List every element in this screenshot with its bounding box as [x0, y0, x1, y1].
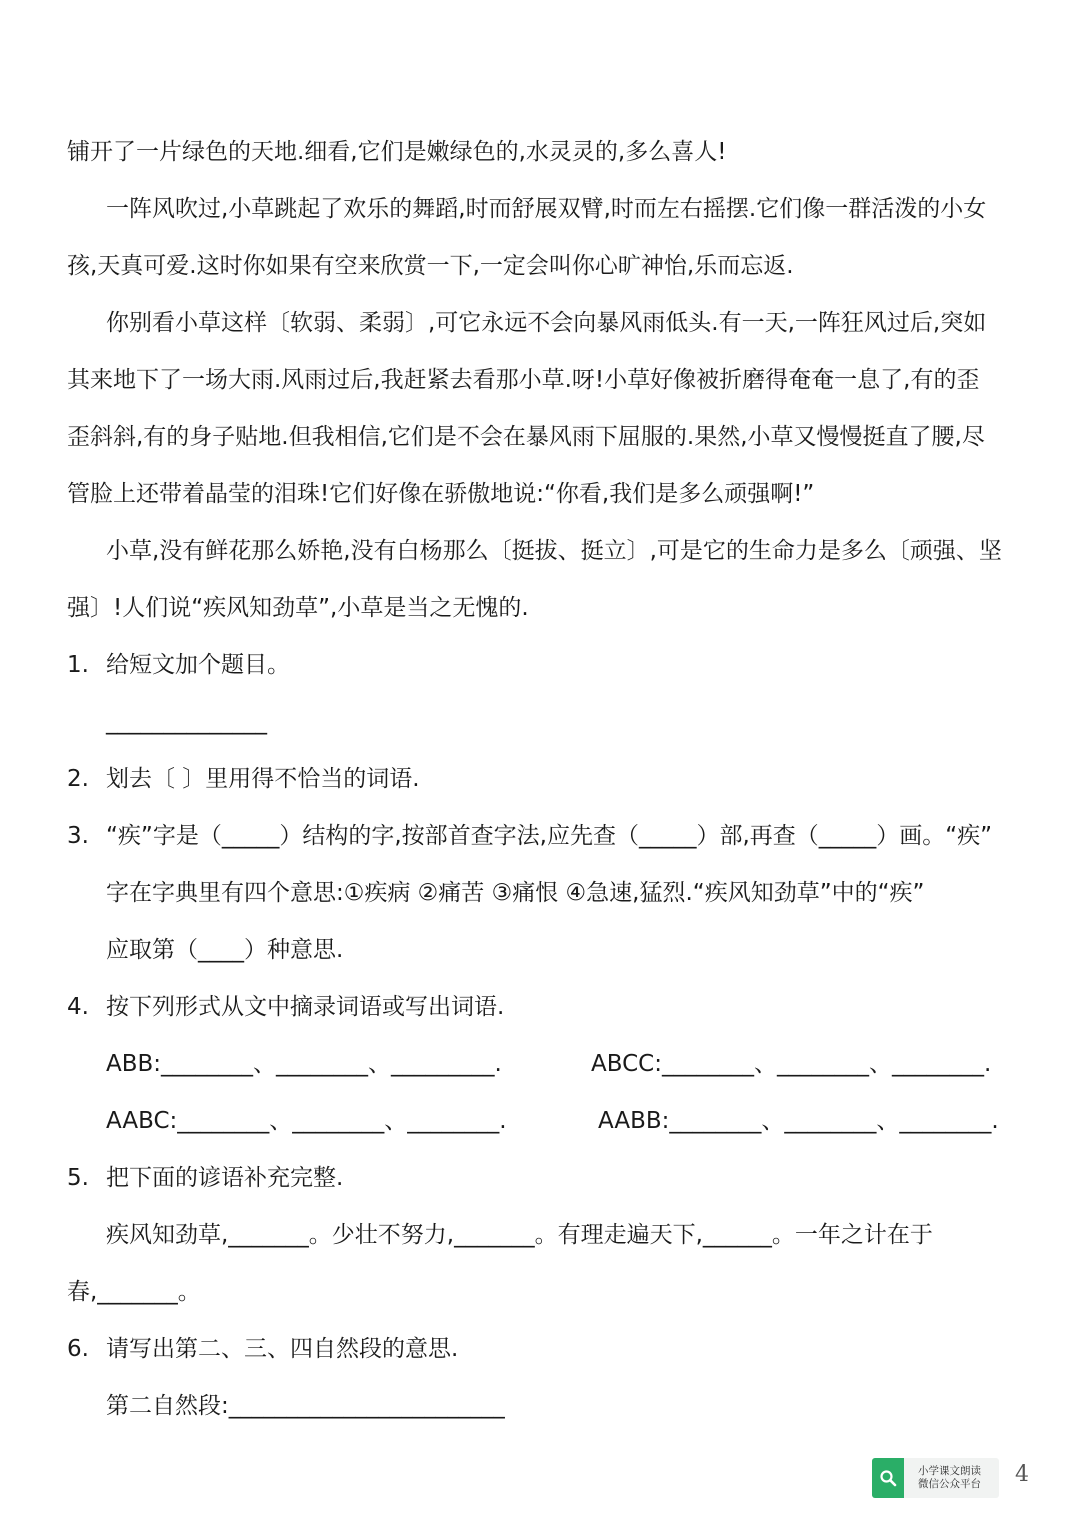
question-text: 按下列形式从文中摘录词语或写出词语.	[106, 994, 505, 1020]
question-2	[0, 762, 1080, 796]
passage-line: 管脸上还带着晶莹的泪珠!它们好像在骄傲地说:“你看,我们是多么顽强啊!”	[67, 481, 815, 507]
question-text: 应取第（____）种意思.	[106, 937, 344, 963]
passage-line: 歪斜斜,有的身子贴地.但我相信,它们是不会在暴风雨下屈服的.果然,小草又慢慢挺直了腰,尽	[67, 424, 985, 450]
page-number: 4	[1015, 1462, 1029, 1487]
passage-line: 孩,天真可爱.这时你如果有空来欣赏一下,一定会叫你心旷神怡,乐而忘返.	[67, 253, 794, 279]
passage-line: 其来地下了一场大雨.风雨过后,我赶紧去看那小草.呀!小草好像被折磨得奄奄一息了,有的歪	[67, 367, 980, 393]
question-text: 请写出第二、三、四自然段的意思.	[106, 1336, 459, 1362]
passage-line: 一阵风吹过,小草跳起了欢乐的舞蹈,时而舒展双臂,时而左右摇摆.它们像一群活泼的小女	[106, 196, 987, 222]
passage-line: 小草,没有鲜花那么娇艳,没有白杨那么〔挺拔、挺立〕,可是它的生命力是多么〔顽强、坚	[106, 538, 1002, 564]
question-text: 给短文加个题目。	[106, 652, 290, 678]
proverb-line[interactable]: 春,_______。	[67, 1279, 201, 1305]
badge-text: 小学课文朗读 微信公众平台	[918, 1465, 981, 1490]
abb-answer-line[interactable]: ABB:________、________、_________.	[106, 1051, 502, 1077]
passage-line: 强〕!人们说“疾风知劲草”,小草是当之无愧的.	[67, 595, 529, 621]
wechat-platform-badge	[872, 1458, 999, 1498]
question-number: 1.	[67, 652, 89, 678]
passage-line: 你别看小草这样〔软弱、柔弱〕,可它永远不会向暴风雨低头.有一天,一阵狂风过后,突如	[106, 310, 987, 336]
question-number: 4.	[67, 994, 89, 1020]
answer-blank[interactable]: ______________	[106, 709, 267, 735]
aabc-answer-line[interactable]: AABC:________、________、________.	[106, 1108, 507, 1134]
question-number: 6.	[67, 1336, 89, 1362]
question-number: 2.	[67, 766, 89, 792]
question-number: 3.	[67, 823, 89, 849]
question-number: 5.	[67, 1165, 89, 1191]
question-text: 划去〔 〕里用得不恰当的词语.	[106, 766, 420, 792]
question-5	[0, 1161, 1080, 1195]
passage-line: 铺开了一片绿色的天地.细看,它们是嫩绿色的,水灵灵的,多么喜人!	[67, 139, 727, 165]
abcc-answer-line[interactable]: ABCC:________、________、________.	[591, 1051, 992, 1077]
question-text: 字在字典里有四个意思:①疾病 ②痛苦 ③痛恨 ④急速,猛烈.“疾风知劲草”中的“疾”	[106, 880, 925, 906]
search-icon	[872, 1458, 904, 1498]
proverb-line[interactable]: 疾风知劲草,_______。少壮不努力,_______。有理走遍天下,______。一年之计在于	[106, 1222, 933, 1248]
question-3	[0, 819, 1080, 853]
question-4	[0, 990, 1080, 1024]
paragraph-2-answer-line[interactable]: 第二自然段:________________________	[106, 1393, 505, 1419]
question-text: “疾”字是（_____）结构的字,按部首查字法,应先查（_____）部,再查（_____）画。“疾”	[106, 823, 993, 849]
question-text: 把下面的谚语补充完整.	[106, 1165, 344, 1191]
question-6	[0, 1332, 1080, 1366]
question-1	[0, 648, 1080, 682]
aabb-answer-line[interactable]: AABB:________、________、________.	[598, 1108, 999, 1134]
